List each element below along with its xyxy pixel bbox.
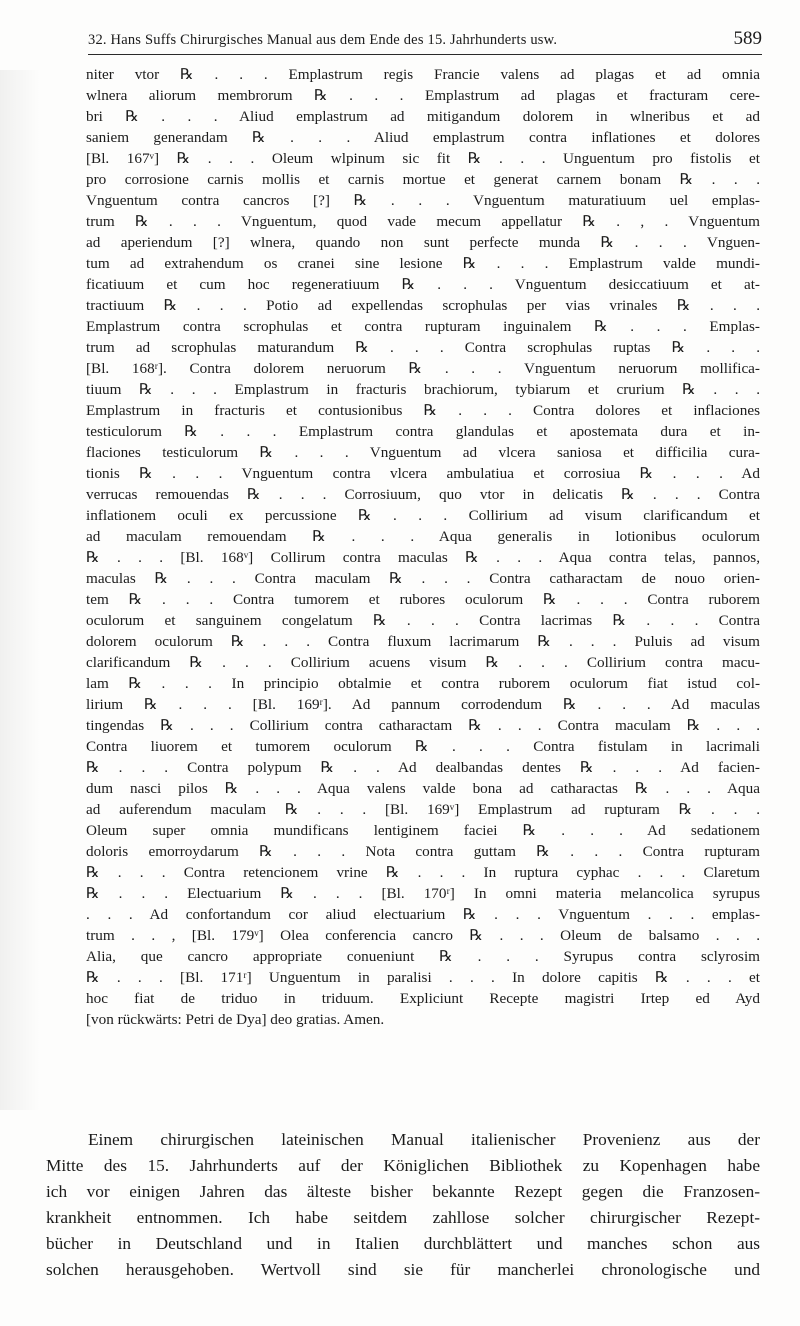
text-line: tingendas ℞ . . . Collirium contra catharactam ℞ . . . Contra maculam ℞ . . . — [86, 717, 760, 734]
text-line: saniem generandam ℞ . . . Aliud emplastrum contra inflationes et dolores — [86, 129, 760, 146]
text-line: flaciones testiculorum ℞ . . . Vnguentum ad vlcera saniosa et difficilia cura- — [86, 444, 760, 461]
text-line: ℞ . . . Contra polypum ℞ . . Ad dealbandas dentes ℞ . . . Ad facien- — [86, 759, 760, 776]
text-line: tractiuum ℞ . . . Potio ad expellendas scrophulas per vias vrinales ℞ . . . — [86, 297, 760, 314]
text-line: lirium ℞ . . . [Bl. 169ʳ]. Ad pannum corrodendum ℞ . . . Ad maculas — [86, 696, 760, 713]
paragraph-line: bücher in Deutschland und in Italien durchblättert und manches schon aus — [46, 1234, 760, 1253]
text-line: ad auferendum maculam ℞ . . . [Bl. 169ᵛ] Emplastrum ad rupturam ℞ . . . — [86, 801, 760, 818]
paragraph-line: Mitte des 15. Jahrhunderts auf der Königlichen Bibliothek zu Kopenhagen habe — [46, 1156, 760, 1175]
paragraph-line: krankheit entnommen. Ich habe seitdem zahllose solcher chirurgischer Rezept- — [46, 1208, 760, 1227]
text-line: bri ℞ . . . Aliud emplastrum ad mitigandum dolorem in wlneribus et ad — [86, 108, 760, 125]
text-line: ad maculam remouendam ℞ . . . Aqua generalis in lotionibus oculorum — [86, 528, 760, 545]
text-line: doloris emorroydarum ℞ . . . Nota contra guttam ℞ . . . Contra rupturam — [86, 843, 760, 860]
text-line: . . . Ad confortandum cor aliud electuarium ℞ . . . Vnguentum . . . emplas- — [86, 906, 760, 923]
text-line: niter vtor ℞ . . . Emplastrum regis Francie valens ad plagas et ad omnia — [86, 66, 760, 83]
text-line: tiuum ℞ . . . Emplastrum in fracturis brachiorum, tybiarum et crurium ℞ . . . — [86, 381, 760, 398]
text-line: [Bl. 168ʳ]. Contra dolorem neruorum ℞ . . . Vnguentum neruorum mollifica- — [86, 360, 760, 377]
paragraph-line: Einem chirurgischen lateinischen Manual italienischer Provenienz aus der — [88, 1130, 760, 1149]
text-line: Vnguentum contra cancros [?] ℞ . . . Vnguentum maturatiuum uel emplas- — [86, 192, 760, 209]
page-header — [88, 26, 762, 55]
text-line: oculorum et sanguinem congelatum ℞ . . . Contra lacrimas ℞ . . . Contra — [86, 612, 760, 629]
text-line: ℞ . . . Contra retencionem vrine ℞ . . . In ruptura cyphac . . . Claretum — [86, 864, 760, 881]
paragraph-line: solchen herausgehoben. Wertvoll sind sie für mancherlei chronologische und — [46, 1260, 760, 1279]
text-line: tem ℞ . . . Contra tumorem et rubores oculorum ℞ . . . Contra ruborem — [86, 591, 760, 608]
text-line: maculas ℞ . . . Contra maculam ℞ . . . Contra catharactam de nouo orien- — [86, 570, 760, 587]
text-line: wlnera aliorum membrorum ℞ . . . Emplastrum ad plagas et fracturam cere- — [86, 87, 760, 104]
text-line-final: [von rückwärts: Petri de Dya] deo gratias. Amen. — [86, 1011, 385, 1028]
commentary-paragraph — [46, 1127, 760, 1283]
text-line: dum nasci pilos ℞ . . . Aqua valens valde bona ad catharactas ℞ . . . Aqua — [86, 780, 760, 797]
text-line: trum . . , [Bl. 179ᵛ] Olea conferencia cancro ℞ . . . Oleum de balsamo . . . — [86, 927, 760, 944]
text-line: Contra liuorem et tumorem oculorum ℞ . . . Contra fistulam in lacrimali — [86, 738, 760, 755]
text-line: ad aperiendum [?] wlnera, quando non sunt perfecte munda ℞ . . . Vnguen- — [86, 234, 760, 251]
text-line: verrucas remouendas ℞ . . . Corrosiuum, quo vtor in delicatis ℞ . . . Contra — [86, 486, 760, 503]
text-line: tionis ℞ . . . Vnguentum contra vlcera ambulatiua et corrosiua ℞ . . . Ad — [86, 465, 760, 482]
text-line: testiculorum ℞ . . . Emplastrum contra glandulas et apostemata dura et in- — [86, 423, 760, 440]
text-line: ℞ . . . [Bl. 168ᵛ] Collirum contra maculas ℞ . . . Aqua contra telas, pannos, — [86, 549, 760, 566]
running-head: 32. Hans Suffs Chirurgisches Manual aus dem Ende des 15. Jahrhunderts usw. — [88, 32, 558, 48]
text-line: ℞ . . . [Bl. 171ʳ] Unguentum in paralisi . . . In dolore capitis ℞ . . . et — [86, 969, 760, 986]
text-line: hoc fiat de triduo in triduum. Expliciunt Recepte magistri Irtep ed Ayd — [86, 990, 760, 1007]
text-line: trum ad scrophulas maturandum ℞ . . . Contra scrophulas ruptas ℞ . . . — [86, 339, 760, 356]
text-line: ficatiuum et cum hoc regeneratiuum ℞ . . . Vnguentum desiccatiuum et at- — [86, 276, 760, 293]
recipe-list-text — [86, 64, 760, 1030]
page-gutter-shadow — [0, 70, 40, 1110]
text-line: Oleum super omnia mundificans lentiginem faciei ℞ . . . Ad sedationem — [86, 822, 760, 839]
text-line: clarificandum ℞ . . . Collirium acuens visum ℞ . . . Collirium contra macu- — [86, 654, 760, 671]
text-line: Emplastrum contra scrophulas et contra rupturam inguinalem ℞ . . . Emplas- — [86, 318, 760, 335]
paragraph-line: ich vor einigen Jahren das älteste bisher bekannte Rezept gegen die Franzosen- — [46, 1182, 760, 1201]
text-line: dolorem oculorum ℞ . . . Contra fluxum lacrimarum ℞ . . . Puluis ad visum — [86, 633, 760, 650]
text-line: inflationem oculi ex percussione ℞ . . . Collirium ad visum clarificandum et — [86, 507, 760, 524]
text-line: lam ℞ . . . In principio obtalmie et contra ruborem oculorum fiat istud col- — [86, 675, 760, 692]
text-line: trum ℞ . . . Vnguentum, quod vade mecum appellatur ℞ . , . Vnguentum — [86, 213, 760, 230]
text-line: tum ad extrahendum os cranei sine lesione ℞ . . . Emplastrum valde mundi- — [86, 255, 760, 272]
text-line: Alia, que cancro appropriate conueniunt ℞ . . . Syrupus contra sclyrosim — [86, 948, 760, 965]
page-number: 589 — [733, 28, 762, 49]
text-line: Emplastrum in fracturis et contusionibus ℞ . . . Contra dolores et inflaciones — [86, 402, 760, 419]
text-line: ℞ . . . Electuarium ℞ . . . [Bl. 170ʳ] In omni materia melancolica syrupus — [86, 885, 760, 902]
text-line: pro corrosione carnis mollis et carnis mortue et generat carnem bonam ℞ . . . — [86, 171, 760, 188]
text-line: [Bl. 167ᵛ] ℞ . . . Oleum wlpinum sic fit ℞ . . . Unguentum pro fistolis et — [86, 150, 760, 167]
